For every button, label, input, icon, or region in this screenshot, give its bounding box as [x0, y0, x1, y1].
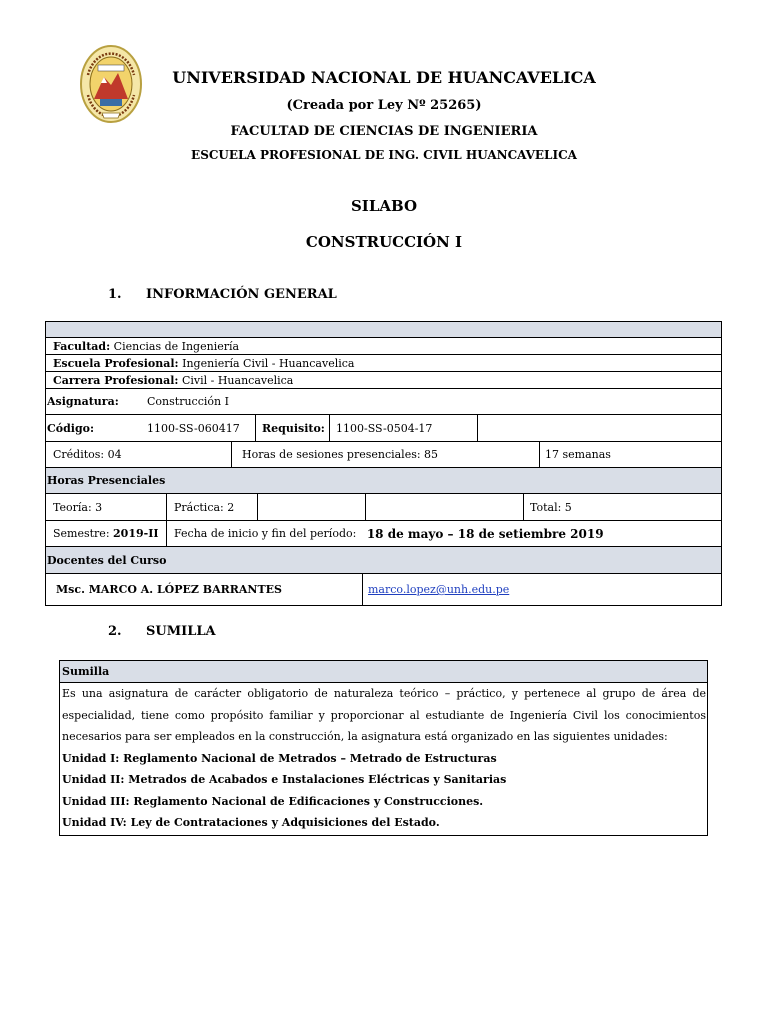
practica: Práctica: 2	[174, 500, 235, 514]
semestre-value: 2019-II	[113, 527, 159, 540]
requisito-value: 1100-SS-0504-17	[336, 421, 433, 435]
document-title: SILABO	[350, 197, 418, 215]
section-heading-general	[108, 287, 408, 305]
table-row	[46, 521, 721, 547]
unit-item: Unidad III: Reglamento Nacional de Edificaciones y Construcciones.	[62, 794, 484, 808]
section-title: INFORMACIÓN GENERAL	[146, 287, 337, 302]
faculty-title: FACULTAD DE CIENCIAS DE INGENIERIA	[230, 124, 538, 139]
teoria: Teoría: 3	[53, 500, 103, 514]
sumilla-box	[59, 660, 708, 836]
codigo-value: 1100-SS-060417	[147, 421, 240, 435]
sumilla-body	[62, 683, 706, 834]
docentes-label: Docentes del Curso	[47, 553, 167, 567]
creditos: Créditos: 04	[53, 448, 122, 461]
fecha-value: 18 de mayo – 18 de setiembre 2019	[366, 526, 604, 541]
sumilla-paragraph: Es una asignatura de carácter obligatorio de naturaleza teórico – práctico, y pertenece al grupo de área de especialidad, tiene como propósito familiar y proporcionar al estudiante de Ingeniería Civil los conocimientos necesarios para ser empleados en la construcción, la asignatura está organizado en las siguientes unidades:	[62, 687, 706, 743]
facultad-label: Facultad:	[53, 339, 111, 353]
table-row	[46, 494, 721, 521]
semestre-label: Semestre:	[53, 527, 110, 540]
escuela-value: Ingeniería Civil - Huancavelica	[182, 356, 355, 370]
unit-item: Unidad IV: Ley de Contrataciones y Adquisiciones del Estado.	[62, 816, 440, 829]
asignatura-label: Asignatura:	[47, 395, 119, 408]
creation-law: (Creada por Ley Nº 25265)	[286, 98, 482, 113]
course-title: CONSTRUCCIÓN I	[305, 233, 463, 251]
table-row	[46, 468, 721, 494]
table-row	[46, 442, 721, 468]
university-title: UNIVERSIDAD NACIONAL DE HUANCAVELICA	[172, 68, 596, 87]
carrera-value: Civil - Huancavelica	[181, 373, 294, 387]
carrera-label: Carrera Profesional:	[53, 373, 179, 387]
asignatura-value: Construcción I	[147, 395, 229, 408]
general-info-table	[45, 321, 722, 606]
unit-item: Unidad I: Reglamento Nacional de Metrados – Metrado de Estructuras	[62, 751, 497, 765]
table-row	[46, 355, 721, 372]
section-heading-sumilla	[108, 624, 408, 642]
sumilla-heading: Sumilla	[60, 661, 707, 683]
unit-item: Unidad II: Metrados de Acabados e Instalaciones Eléctricas y Sanitarias	[62, 773, 507, 786]
codigo-label: Código:	[47, 421, 95, 435]
section-number: 1.	[108, 287, 122, 302]
facultad-value: Ciencias de Ingeniería	[113, 339, 240, 353]
requisito-label: Requisito:	[262, 421, 325, 435]
semanas: 17 semanas	[545, 448, 611, 461]
horas-sesiones: Horas de sesiones presenciales: 85	[242, 448, 439, 461]
total: Total: 5	[530, 500, 572, 514]
table-row	[46, 389, 721, 415]
escuela-label: Escuela Profesional:	[53, 356, 179, 370]
school-title: ESCUELA PROFESIONAL DE ING. CIVIL HUANCAVELICA	[191, 148, 577, 162]
fecha-label: Fecha de inicio y fin del período:	[174, 527, 357, 540]
table-row	[46, 547, 721, 574]
table-row	[46, 338, 721, 355]
section-number: 2.	[108, 624, 122, 639]
table-header-bar	[46, 322, 721, 338]
docente-email-link[interactable]: marco.lopez@unh.edu.pe	[368, 583, 510, 596]
table-row	[46, 574, 721, 605]
table-row	[46, 372, 721, 389]
section-title: SUMILLA	[146, 624, 216, 639]
horas-presenciales-label: Horas Presenciales	[47, 474, 166, 487]
docente-name: Msc. MARCO A. LÓPEZ BARRANTES	[56, 583, 282, 596]
table-row	[46, 415, 721, 442]
